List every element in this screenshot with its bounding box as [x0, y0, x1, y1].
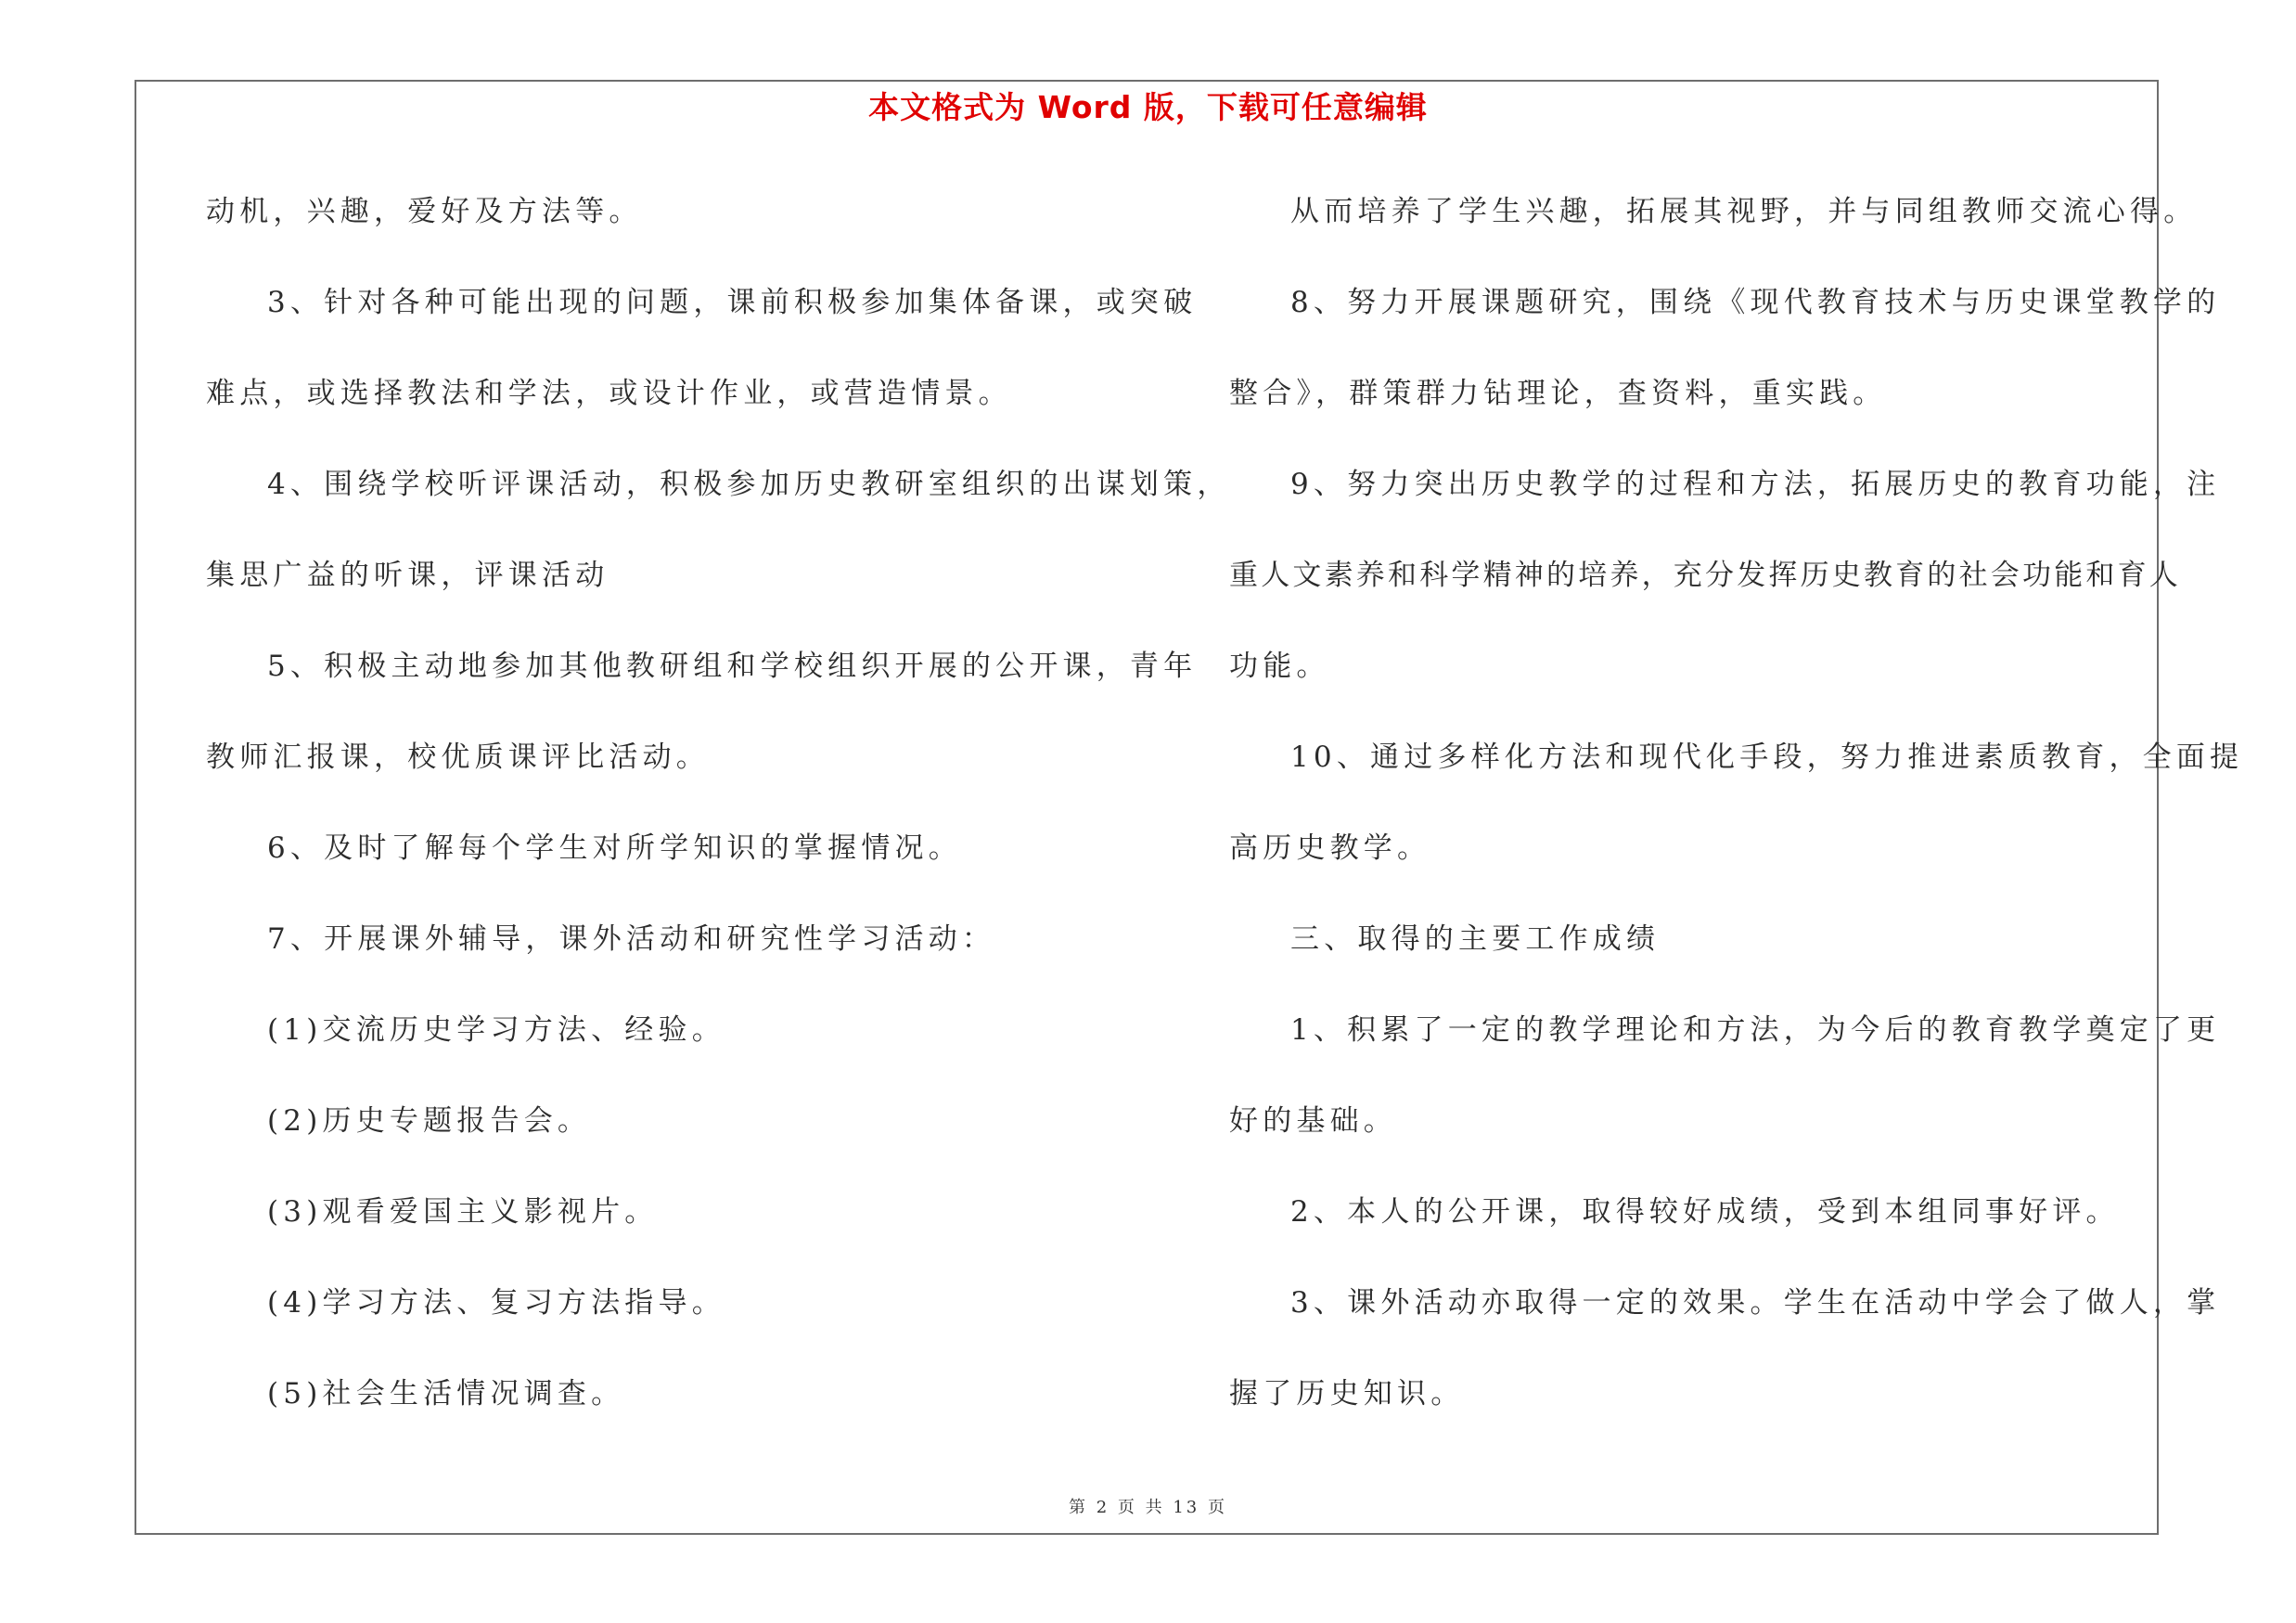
text-line: (3)观看爱国主义影视片。	[267, 1195, 659, 1229]
text-line: 好的基础。	[1229, 1104, 1397, 1138]
text-line: 功能。	[1229, 650, 1330, 683]
text-line: 5、积极主动地参加其他教研组和学校组织开展的公开课，青年	[267, 650, 1198, 683]
text-line: 8、努力开展课题研究，围绕《现代教育技术与历史课堂教学的	[1290, 286, 2221, 319]
text-line: (2)历史专题报告会。	[267, 1104, 592, 1138]
document-header-title: 本文格式为 Word 版，下载可任意编辑	[868, 89, 1428, 125]
text-line: 重人文素养和科学精神的培养，充分发挥历史教育的社会功能和育人	[1229, 559, 2181, 592]
text-line: 动机，兴趣，爱好及方法等。	[206, 195, 643, 228]
text-line: (1)交流历史学习方法、经验。	[267, 1013, 725, 1047]
text-line: 6、及时了解每个学生对所学知识的掌握情况。	[267, 831, 962, 865]
text-line: 9、努力突出历史教学的过程和方法，拓展历史的教育功能，注	[1290, 468, 2221, 501]
text-line: 10、通过多样化方法和现代化手段，努力推进素质教育，全面提	[1290, 741, 2244, 774]
text-line: 握了历史知识。	[1229, 1377, 1465, 1410]
text-line: 整合》，群策群力钻理论，查资料，重实践。	[1229, 377, 1887, 410]
text-line: (4)学习方法、复习方法指导。	[267, 1286, 725, 1320]
text-line: 从而培养了学生兴趣，拓展其视野，并与同组教师交流心得。	[1290, 195, 2198, 228]
text-line: 教师汇报课，校优质课评比活动。	[206, 741, 710, 774]
text-line: 2、本人的公开课，取得较好成绩，受到本组同事好评。	[1290, 1195, 2120, 1229]
text-line: 高历史教学。	[1229, 831, 1431, 865]
text-line: (5)社会生活情况调查。	[267, 1377, 625, 1410]
text-line: 3、针对各种可能出现的问题，课前积极参加集体备课，或突破	[267, 286, 1198, 319]
text-line: 4、围绕学校听评课活动，积极参加历史教研室组织的出谋划策，	[267, 468, 1231, 501]
page-number-footer: 第 2 页 共 13 页	[1069, 1498, 1227, 1517]
text-line: 1、积累了一定的教学理论和方法，为今后的教育教学奠定了更	[1290, 1013, 2221, 1047]
text-line: 3、课外活动亦取得一定的效果。学生在活动中学会了做人，掌	[1290, 1286, 2221, 1320]
text-line: 难点，或选择教法和学法，或设计作业，或营造情景。	[206, 377, 1012, 410]
text-line: 三、取得的主要工作成绩	[1290, 922, 1661, 956]
text-line: 集思广益的听课，评课活动	[206, 559, 609, 592]
text-line: 7、开展课外辅导，课外活动和研究性学习活动：	[267, 922, 996, 956]
